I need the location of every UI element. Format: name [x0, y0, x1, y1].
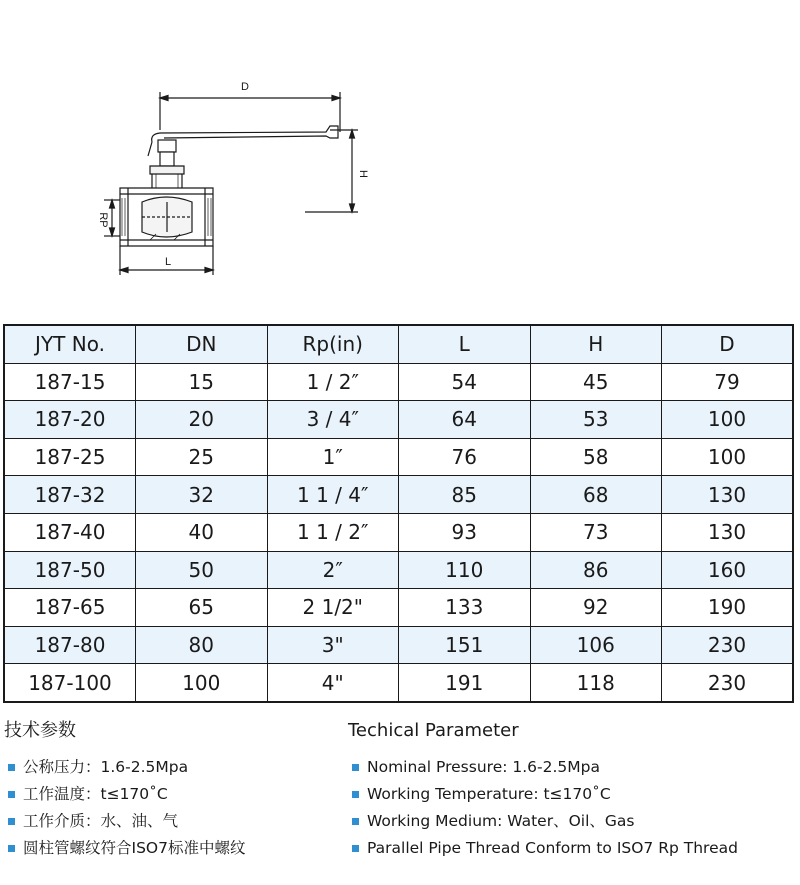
- table-cell: 190: [662, 589, 794, 627]
- table-cell: 100: [136, 664, 268, 702]
- table-cell: 1 1 / 4″: [267, 476, 399, 514]
- table-cell: 2″: [267, 551, 399, 589]
- dim-label-h: H: [357, 170, 369, 178]
- table-cell: 187-25: [4, 438, 136, 476]
- table-cell: 40: [136, 513, 268, 551]
- table-cell: 106: [530, 626, 662, 664]
- header-h: H: [530, 325, 662, 363]
- table-cell: 76: [399, 438, 531, 476]
- table-cell: 65: [136, 589, 268, 627]
- square-bullet-icon: [8, 845, 15, 852]
- table-cell: 45: [530, 363, 662, 401]
- table-cell: 80: [136, 626, 268, 664]
- table-cell: 20: [136, 401, 268, 439]
- table-cell: 1 / 2″: [267, 363, 399, 401]
- table-cell: 58: [530, 438, 662, 476]
- dim-label-rp: RP: [97, 212, 109, 228]
- dim-label-l: L: [164, 256, 172, 268]
- square-bullet-icon: [352, 791, 359, 798]
- table-cell: 2 1/2": [267, 589, 399, 627]
- table-cell: 53: [530, 401, 662, 439]
- table-cell: 100: [662, 438, 794, 476]
- table-cell: 25: [136, 438, 268, 476]
- table-cell: 187-40: [4, 513, 136, 551]
- table-cell: 64: [399, 401, 531, 439]
- list-item-text: 工作温度：t≤170˚C: [23, 785, 168, 803]
- header-dn: DN: [136, 325, 268, 363]
- spec-table: [3, 324, 794, 703]
- table-row: [4, 664, 793, 702]
- table-row: [4, 551, 793, 589]
- table-cell: 86: [530, 551, 662, 589]
- table-header-row: [4, 325, 793, 363]
- list-item: [4, 781, 334, 808]
- table-row: [4, 438, 793, 476]
- list-item: [4, 808, 334, 835]
- table-cell: 230: [662, 664, 794, 702]
- header-d: D: [662, 325, 794, 363]
- table-cell: 1 1 / 2″: [267, 513, 399, 551]
- square-bullet-icon: [352, 764, 359, 771]
- list-item-text: Working Medium: Water、Oil、Gas: [367, 812, 635, 830]
- params-en-title: Techical Parameter: [348, 720, 519, 741]
- list-item-text: 圆柱管螺纹符合ISO7标准中螺纹: [23, 839, 246, 857]
- table-cell: 73: [530, 513, 662, 551]
- table-cell: 4": [267, 664, 399, 702]
- list-item-text: 工作介质：水、油、气: [23, 812, 179, 830]
- table-row: [4, 513, 793, 551]
- table-cell: 187-65: [4, 589, 136, 627]
- table-row: [4, 401, 793, 439]
- table-cell: 50: [136, 551, 268, 589]
- table-row: [4, 626, 793, 664]
- table-cell: 187-50: [4, 551, 136, 589]
- table-cell: 118: [530, 664, 662, 702]
- table-cell: 133: [399, 589, 531, 627]
- table-cell: 15: [136, 363, 268, 401]
- square-bullet-icon: [352, 818, 359, 825]
- list-item-text: Nominal Pressure: 1.6-2.5Mpa: [367, 758, 600, 776]
- list-item: [348, 781, 788, 808]
- table-cell: 79: [662, 363, 794, 401]
- table-cell: 230: [662, 626, 794, 664]
- table-cell: 54: [399, 363, 531, 401]
- params-en: [348, 718, 788, 862]
- table-cell: 187-15: [4, 363, 136, 401]
- table-cell: 68: [530, 476, 662, 514]
- table-cell: 187-32: [4, 476, 136, 514]
- params-cn-list: [4, 754, 334, 862]
- square-bullet-icon: [8, 764, 15, 771]
- table-row: [4, 476, 793, 514]
- list-item-text: Working Temperature: t≤170˚C: [367, 785, 611, 803]
- header-rp: Rp(in): [267, 325, 399, 363]
- table-cell: 191: [399, 664, 531, 702]
- dim-label-d: D: [241, 81, 249, 93]
- header-jyt-no: JYT No.: [4, 325, 136, 363]
- table-cell: 151: [399, 626, 531, 664]
- list-item: [348, 754, 788, 781]
- params-cn-title: 技术参数: [4, 720, 76, 741]
- header-l: L: [399, 325, 531, 363]
- params-en-list: [348, 754, 788, 862]
- table-row: [4, 589, 793, 627]
- list-item-text: Parallel Pipe Thread Conform to ISO7 Rp Thread: [367, 839, 738, 857]
- table-cell: 160: [662, 551, 794, 589]
- table-row: [4, 363, 793, 401]
- table-cell: 1″: [267, 438, 399, 476]
- table-cell: 187-80: [4, 626, 136, 664]
- valve-drawing: [90, 70, 390, 280]
- table-cell: 130: [662, 476, 794, 514]
- table-cell: 110: [399, 551, 531, 589]
- table-cell: 85: [399, 476, 531, 514]
- list-item: [348, 835, 788, 862]
- table-cell: 93: [399, 513, 531, 551]
- params-cn: [4, 718, 334, 862]
- list-item: [4, 835, 334, 862]
- table-cell: 100: [662, 401, 794, 439]
- table-cell: 3": [267, 626, 399, 664]
- square-bullet-icon: [8, 818, 15, 825]
- table-cell: 32: [136, 476, 268, 514]
- table-cell: 3 / 4″: [267, 401, 399, 439]
- square-bullet-icon: [8, 791, 15, 798]
- list-item: [348, 808, 788, 835]
- table-cell: 187-20: [4, 401, 136, 439]
- table-cell: 92: [530, 589, 662, 627]
- table-cell: 187-100: [4, 664, 136, 702]
- list-item: [4, 754, 334, 781]
- table-cell: 130: [662, 513, 794, 551]
- list-item-text: 公称压力：1.6-2.5Mpa: [23, 758, 189, 776]
- square-bullet-icon: [352, 845, 359, 852]
